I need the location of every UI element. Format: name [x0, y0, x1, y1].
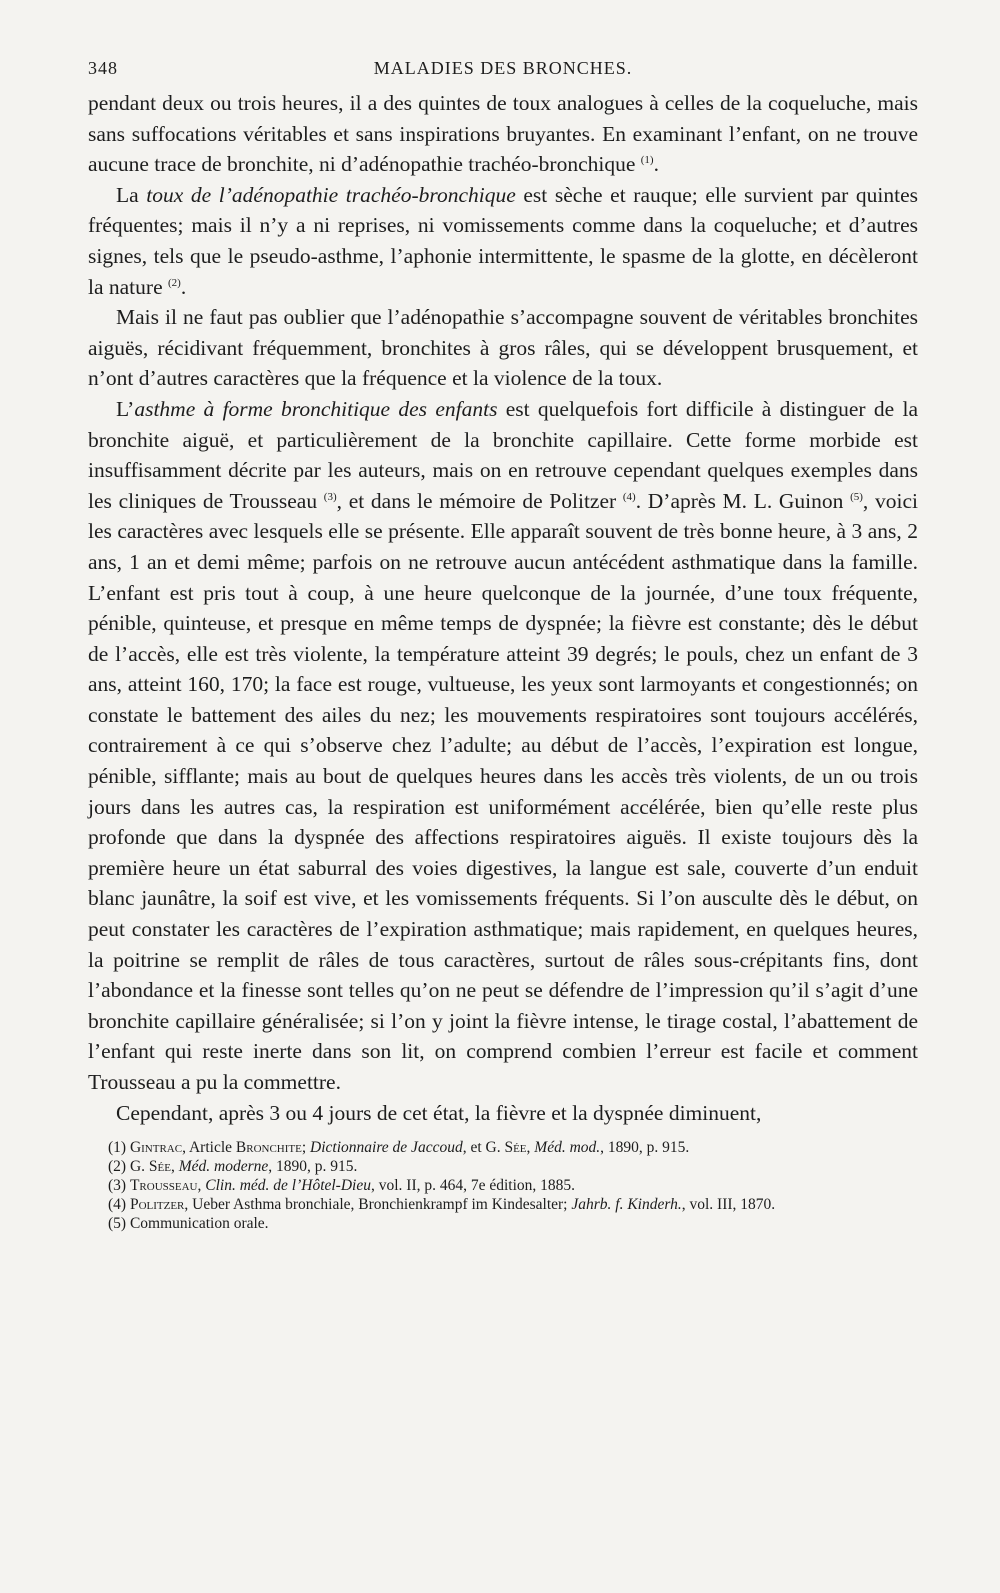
footnote-3-number: (3) — [108, 1177, 127, 1195]
footnote-4-text-a: , Ueber Asthma bronchiale, Bronchienkrampf im Kindesalter; — [184, 1196, 572, 1214]
paragraph-2-text: est sèche et rauque; elle survient par quintes fréquentes; mais il n’y a ni reprises, ni vomissements comme dans la coqueluche; et d’autres signes, tels que le pseudo-asthme, l’aphonie intermittente, le spasme de la glotte, en décèleront la nature — [88, 182, 918, 299]
footnote-1-italic: Dictionnaire de Jaccoud — [310, 1139, 463, 1157]
footnote-3 — [88, 1176, 918, 1195]
body-text — [88, 88, 918, 1128]
paragraph-1-text: pendant deux ou trois heures, il a des quintes de toux analogues à celles de la coqueluche, mais sans suffocations véritables et sans inspirations bruyantes. En examinant l’enfant, on ne trouve aucune trace de bronchite, ni d’adénopathie trachéo-bronchique — [88, 91, 918, 177]
paragraph-3: Mais il ne faut pas oublier que l’adénopathie s’accompagne souvent de véritables bronchites aiguës, récidivant fréquemment, bronchites à gros râles, qui se développent brusquement, et n’ont d’autres caractères que la fréquence et la violence de la toux. — [88, 305, 918, 391]
footnotes — [88, 1138, 918, 1233]
footnote-1-number: (1) — [108, 1139, 127, 1157]
footnote-1-italic-2: Méd. mod. — [534, 1139, 601, 1157]
paragraph-4-start: L’ — [116, 396, 135, 421]
footnote-1-author: Gintrac — [129, 1139, 183, 1157]
footnote-4-number: (4) — [108, 1196, 127, 1214]
paragraph-5: Cependant, après 3 ou 4 jours de cet état, la fièvre et la dyspnée diminuent, — [116, 1100, 762, 1125]
footnote-1-author-2: Sée — [504, 1139, 527, 1157]
footnote-ref-3: (3) — [323, 490, 337, 503]
footnote-5 — [88, 1214, 918, 1233]
page-number: 348 — [88, 57, 118, 78]
paragraph-4 — [88, 394, 918, 1098]
footnote-4-italic: Jahrb. f. Kinderh. — [571, 1196, 682, 1214]
paragraph-4-text-a: est quelquefois fort difficile à distinguer de la bronchite aiguë, et particulièrement de la bronchite capillaire. Cette forme morbide est insuffisamment décrite par les auteurs, mais on en retrouve cependant quelques exemples dans les cliniques de Trousseau — [88, 396, 918, 513]
paragraph-2-italic: toux de l’adénopathie trachéo-bronchique — [146, 182, 516, 207]
paragraph-4-italic: asthme à forme bronchitique des enfants — [134, 396, 498, 421]
footnote-ref-1: (1) — [640, 154, 654, 167]
footnote-ref-5: (5) — [850, 490, 863, 503]
running-head: MALADIES DES BRONCHES. — [373, 57, 633, 78]
footnote-ref-2: (2) — [168, 276, 181, 289]
footnote-5-text: Communication orale. — [129, 1215, 269, 1233]
paragraph-4-text-d: , voici les caractères avec lesquels elle se présente. Elle apparaît souvent de très bonne heure, à 3 ans, 2 ans, 1 an et demi même; parfois on ne retrouve aucun antécédent asthmatique dans la famille. L’enfant est pris tout à coup, à une heure quelconque de la journée, d’une toux fréquente, pénible, quinteuse, et presque en même temps de dyspnée; la fièvre est constante; dès le début de l’accès, elle est très violente, la température atteint 39 degrés; le pouls, chez un enfant de 3 ans, atteint 160, 170; la face est rouge, vultueuse, les yeux sont larmoyants et congestionnés; on constate le battement des ailes du nez; les mouvements respiratoires sont toujours accélérés, contrairement à ce qui s’observe chez l’adulte; au début de l’accès, l’expiration est longue, pénible, sifflante; mais au bout de quelques heures dans les accès très violents, de un ou trois jours dans les autres cas, la respiration est uniformément accélérée, bien qu’elle reste plus profonde que dans la dyspnée des affections respiratoires aiguës. Il existe toujours dès la première heure un état saburral des voies digestives, la langue est sale, couverte d’un enduit blanc jaunâtre, la soif est vive, et les vomissements fréquents. Si l’on ausculte dès le début, on peut constater les caractères de l’expiration asthmatique; mais rapidement, en quelques heures, la poitrine se remplit de râles de tous caractères, surtout de râles sous-crépitants fins, dont l’abondance et la finesse sont telles qu’on ne peut se défendre de l’impression qu’il s’agit d’une bronchite capillaire généralisée; si l’on y joint la fièvre intense, le tirage costal, l’abattement de l’enfant qui reste inerte dans son lit, on comprend combien l’erreur est facile et comment Trousseau a pu la commettre. — [88, 488, 918, 1094]
footnote-1-text-a: , Article — [182, 1139, 236, 1157]
footnote-1-text-c: , et G. — [462, 1139, 505, 1157]
paragraph-2-start: La — [116, 182, 147, 207]
footnote-3-text-b: , vol. II, p. 464, 7e édition, 1885. — [370, 1177, 576, 1195]
footnote-1 — [88, 1138, 918, 1157]
paragraph-1 — [88, 88, 918, 180]
paragraph-2 — [88, 180, 918, 302]
page-header — [88, 48, 918, 88]
paragraph-4-text-c: . D’après M. L. Guinon — [635, 488, 851, 513]
footnote-2 — [88, 1157, 918, 1176]
footnote-3-text-a: , — [197, 1177, 206, 1195]
footnote-2-number: (2) — [108, 1158, 127, 1176]
footnote-1-text-e: , 1890, p. 915. — [600, 1139, 690, 1157]
footnote-2-author: Sée — [148, 1158, 171, 1176]
footnote-1-text-b: ; — [301, 1139, 311, 1157]
footnote-2-text-b: , — [170, 1158, 179, 1176]
footnote-1-text-d: , — [526, 1139, 535, 1157]
paragraph-2-end: . — [180, 274, 187, 299]
footnote-4 — [88, 1195, 918, 1214]
footnote-3-italic: Clin. méd. de l’Hôtel-Dieu — [205, 1177, 371, 1195]
footnote-4-text-b: , vol. III, 1870. — [681, 1196, 776, 1214]
book-page — [88, 48, 918, 1233]
paragraph-1-end: . — [653, 152, 659, 177]
footnote-4-author: Politzer — [129, 1196, 185, 1214]
footnote-2-text-a: G. — [129, 1158, 149, 1176]
footnote-3-author: Trousseau — [129, 1177, 198, 1195]
footnote-5-number: (5) — [108, 1215, 127, 1233]
footnote-1-word: Bronchite — [235, 1139, 302, 1157]
footnote-2-italic: Méd. moderne — [178, 1158, 269, 1176]
footnote-2-text-c: , 1890, p. 915. — [268, 1158, 358, 1176]
footnote-ref-4: (4) — [622, 490, 636, 503]
paragraph-4-text-b: , et dans le mémoire de Politzer — [336, 488, 623, 513]
